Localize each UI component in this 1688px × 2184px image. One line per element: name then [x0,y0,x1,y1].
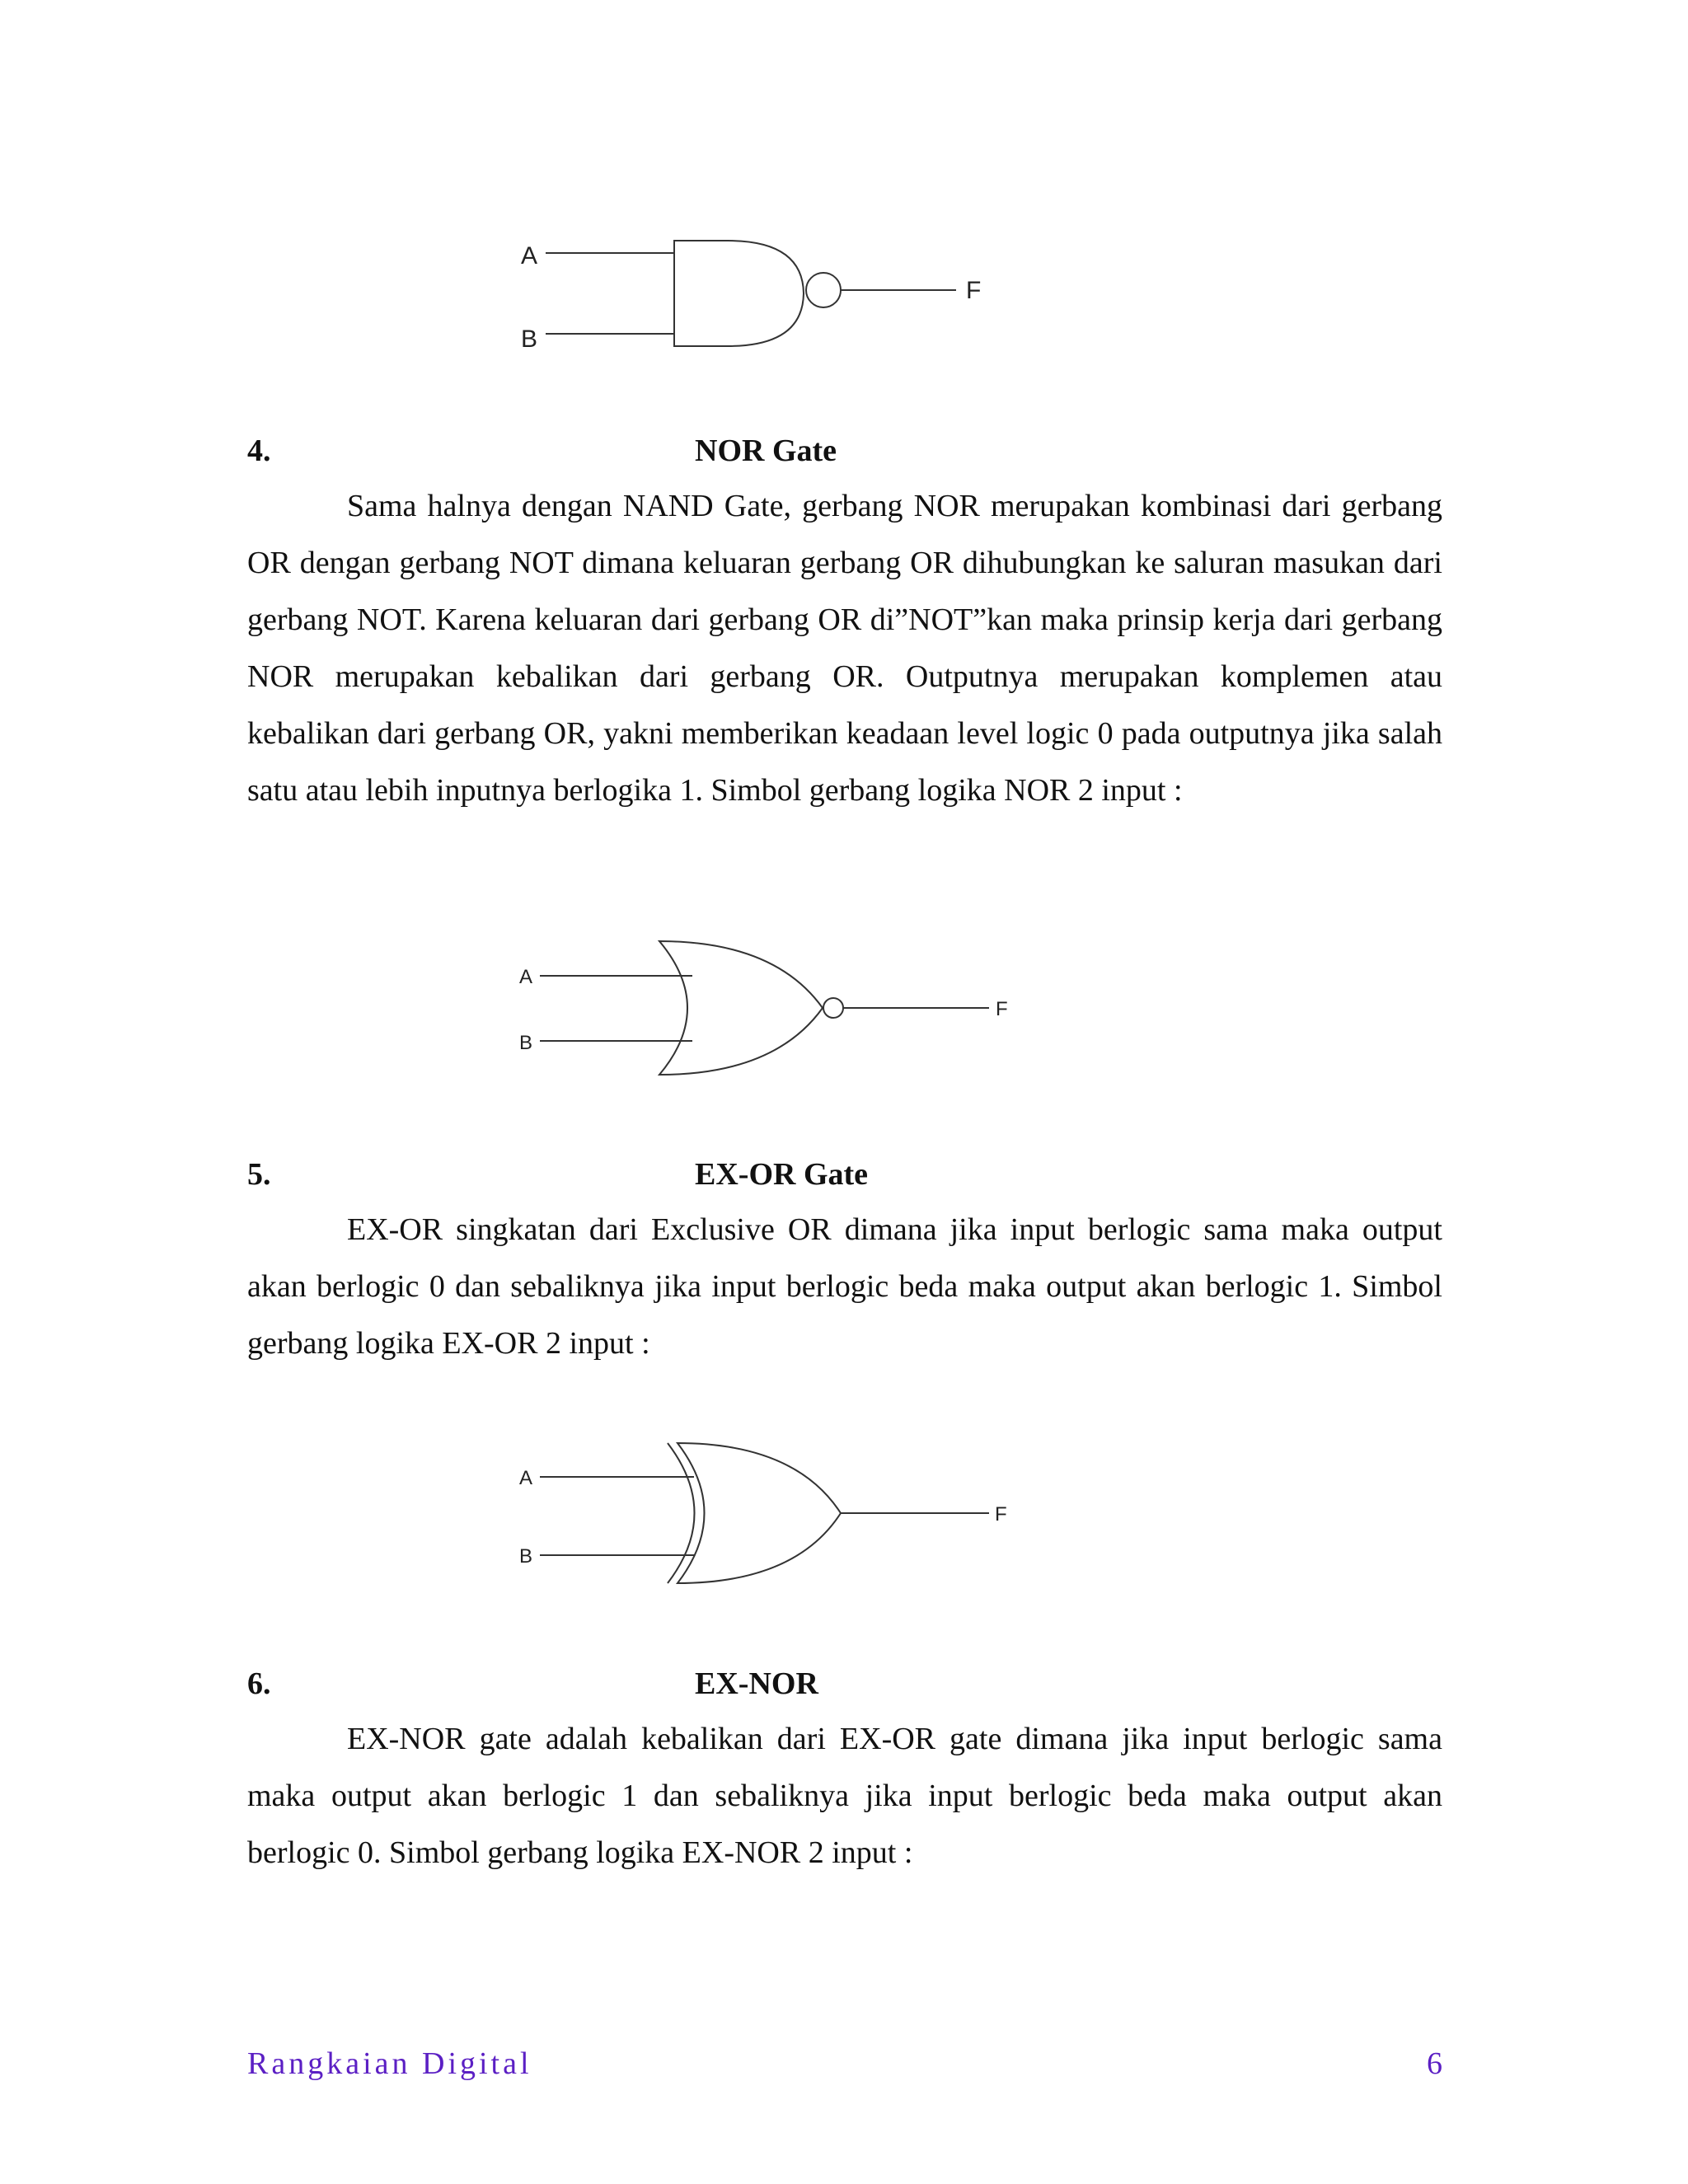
section-heading-nor [247,430,1442,471]
section-number: 6. [247,1666,271,1701]
page-number: 6 [1427,2046,1442,2081]
nor-output-label: F [996,998,1008,1020]
footer-title: Rangkaian Digital [247,2046,532,2081]
nor-gate-body [659,941,823,1075]
nand-inversion-bubble [806,273,841,307]
paragraph-text: EX-OR singkatan dari Exclusive OR dimana jika input berlogic sama maka output akan berlogic 0 dan sebaliknya jika input berlogic beda maka output akan berlogic 1. Simbol gerbang logika EX-OR 2 input : [247,1212,1442,1361]
nor-gate-diagram [495,931,1030,1088]
section-heading-exnor [247,1663,1442,1704]
paragraph-text: EX-NOR gate adalah kebalikan dari EX-OR gate dimana jika input berlogic sama maka output akan berlogic 1 dan sebaliknya jika input berlogic beda maka output akan berlogic 0. Simbol gerbang logika EX-NOR 2 input : [247,1722,1442,1870]
nor-input-b-label: B [519,1032,533,1054]
xor-gate-diagram [495,1430,1030,1595]
xor-input-b-label: B [519,1545,533,1568]
page-footer [247,2042,1442,2085]
xor-output-label: F [995,1503,1007,1526]
paragraph-text: Sama halnya dengan NAND Gate, gerbang NOR merupakan kombinasi dari gerbang OR dengan gerbang NOT dimana keluaran gerbang OR dihubungkan ke saluran masukan dari gerbang NOT. Karena keluaran dari gerbang OR di”NOT”kan maka prinsip kerja dari gerbang NOR merupakan kebalikan dari gerbang OR. Outputnya merupakan komplemen atau kebalikan dari gerbang OR, yakni memberikan keadaan level logic 0 pada outputnya jika salah satu atau lebih inputnya berlogika 1. Simbol gerbang logika NOR 2 input : [247,489,1442,808]
section-title: EX-NOR [695,1666,818,1701]
nor-input-a-label: A [519,966,533,988]
nand-gate-diagram [495,223,1006,363]
section-body-exnor [247,1711,1442,1882]
nand-gate-body [674,241,804,346]
section-number: 5. [247,1157,271,1192]
nand-input-a-label: A [521,242,538,269]
nor-inversion-bubble [823,998,843,1018]
section-number: 4. [247,434,271,468]
section-body-nor [247,478,1442,819]
section-heading-exor [247,1154,1442,1195]
xor-input-a-label: A [519,1467,533,1489]
nand-input-b-label: B [521,326,538,353]
section-body-exor [247,1202,1442,1372]
section-title: EX-OR Gate [695,1157,869,1192]
xor-gate-body [678,1443,841,1583]
section-title: NOR Gate [695,434,837,468]
nand-output-label: F [966,277,982,304]
